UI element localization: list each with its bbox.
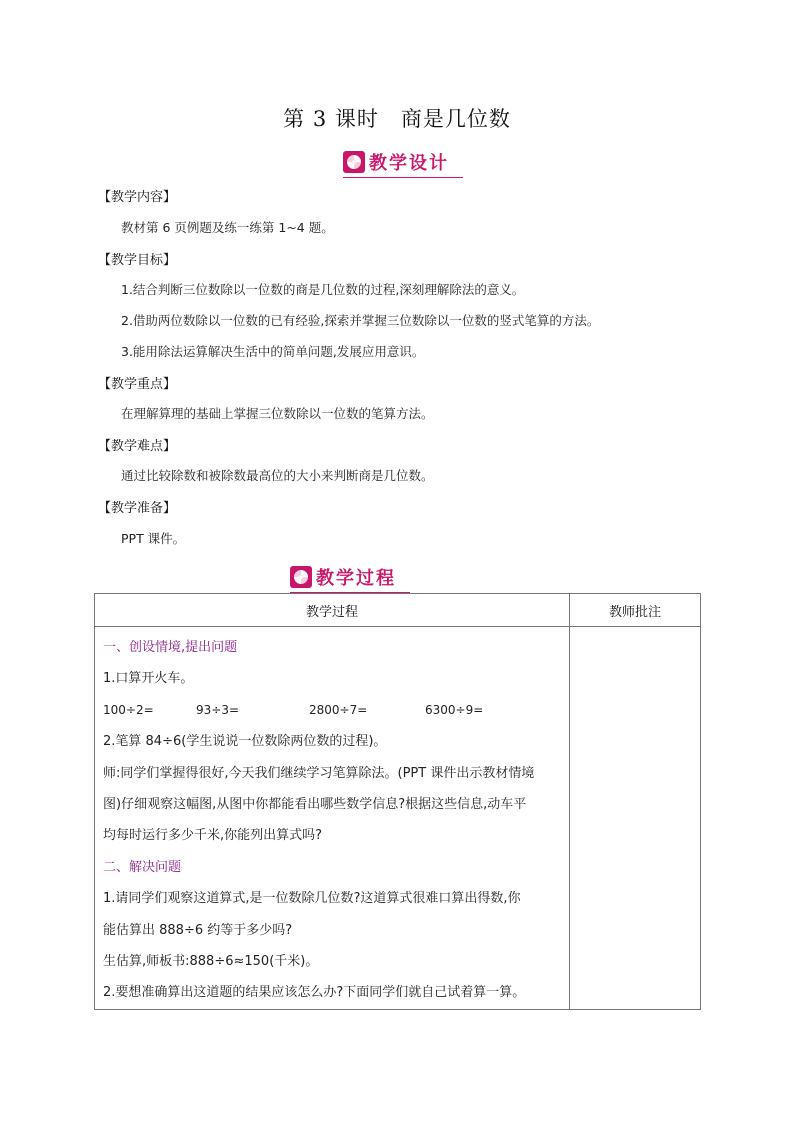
question-line: 1.请同学们观察这道算式,是一位数除几位数?这道算式很难口算出得数,你 — [103, 891, 521, 907]
teaching-process-table — [94, 593, 701, 1010]
key-text: 在理解算理的基础上掌握三位数除以一位数的笔算方法。 — [121, 406, 434, 421]
goal-3: 3.能用除法运算解决生活中的简单问题,发展应用意识。 — [121, 344, 425, 359]
content-text: 教材第 6 页例题及练一练第 1~4 题。 — [121, 220, 334, 235]
difficulty-label: 【教学难点】 — [98, 439, 177, 454]
banner-title: 教学设计 — [369, 153, 449, 174]
pinwheel-logo-icon — [343, 151, 365, 173]
table-row — [95, 627, 701, 1010]
question-line: 能估算出 888÷6 约等于多少吗? — [103, 922, 293, 938]
process-cell — [95, 627, 570, 1010]
teacher-speech-line: 图)仔细观察这幅图,从图中你都能看出哪些数学信息?根据这些信息,动车平 — [103, 797, 527, 813]
teacher-speech-line: 均每时运行多少千米,你能列出算式吗? — [103, 828, 323, 844]
teacher-notes-cell — [570, 627, 701, 1010]
section-heading: 一、创设情境,提出问题 — [103, 640, 238, 655]
question-line: 2.要想准确算出这道题的结果应该怎么办?下面同学们就自己试着算一算。 — [103, 985, 526, 1001]
calc-item: 6300÷9= — [425, 702, 484, 717]
lesson-number: 第 3 课时 — [283, 107, 379, 131]
calc-item: 100÷2= — [103, 702, 154, 717]
teaching-process-banner — [290, 564, 396, 590]
key-label: 【教学重点】 — [98, 377, 177, 392]
header-process: 教学过程 — [95, 594, 570, 627]
banner-title: 教学过程 — [316, 568, 396, 589]
list-item: 1.口算开火车。 — [103, 671, 194, 687]
mental-calc-row — [103, 695, 561, 726]
content-label: 【教学内容】 — [98, 190, 177, 205]
goals-label: 【教学目标】 — [98, 253, 177, 268]
page-title — [0, 103, 794, 133]
estimate-line: 生估算,师板书:888÷6≈150(千米)。 — [103, 954, 319, 970]
difficulty-text: 通过比较除数和被除数最高位的大小来判断商是几位数。 — [121, 468, 434, 483]
prep-text: PPT 课件。 — [121, 531, 186, 546]
list-item: 2.笔算 84÷6(学生说说一位数除两位数的过程)。 — [103, 734, 387, 750]
banner-underline — [343, 177, 463, 178]
table-header-row — [95, 594, 701, 627]
teacher-speech-line: 师:同学们掌握得很好,今天我们继续学习笔算除法。(PPT 课件出示教材情境 — [103, 765, 535, 781]
pinwheel-logo-icon — [290, 566, 312, 588]
header-teacher-notes: 教师批注 — [570, 594, 701, 627]
calc-item: 2800÷7= — [309, 702, 368, 717]
teaching-design-banner — [343, 149, 449, 175]
goal-2: 2.借助两位数除以一位数的已有经验,探索并掌握三位数除以一位数的竖式笔算的方法。 — [121, 313, 600, 328]
section-heading: 二、解决问题 — [103, 859, 182, 875]
lesson-topic: 商是几位数 — [400, 107, 511, 131]
goal-1: 1.结合判断三位数除以一位数的商是几位数的过程,深刻理解除法的意义。 — [121, 282, 525, 297]
calc-item: 93÷3= — [196, 702, 240, 717]
prep-label: 【教学准备】 — [98, 501, 177, 516]
